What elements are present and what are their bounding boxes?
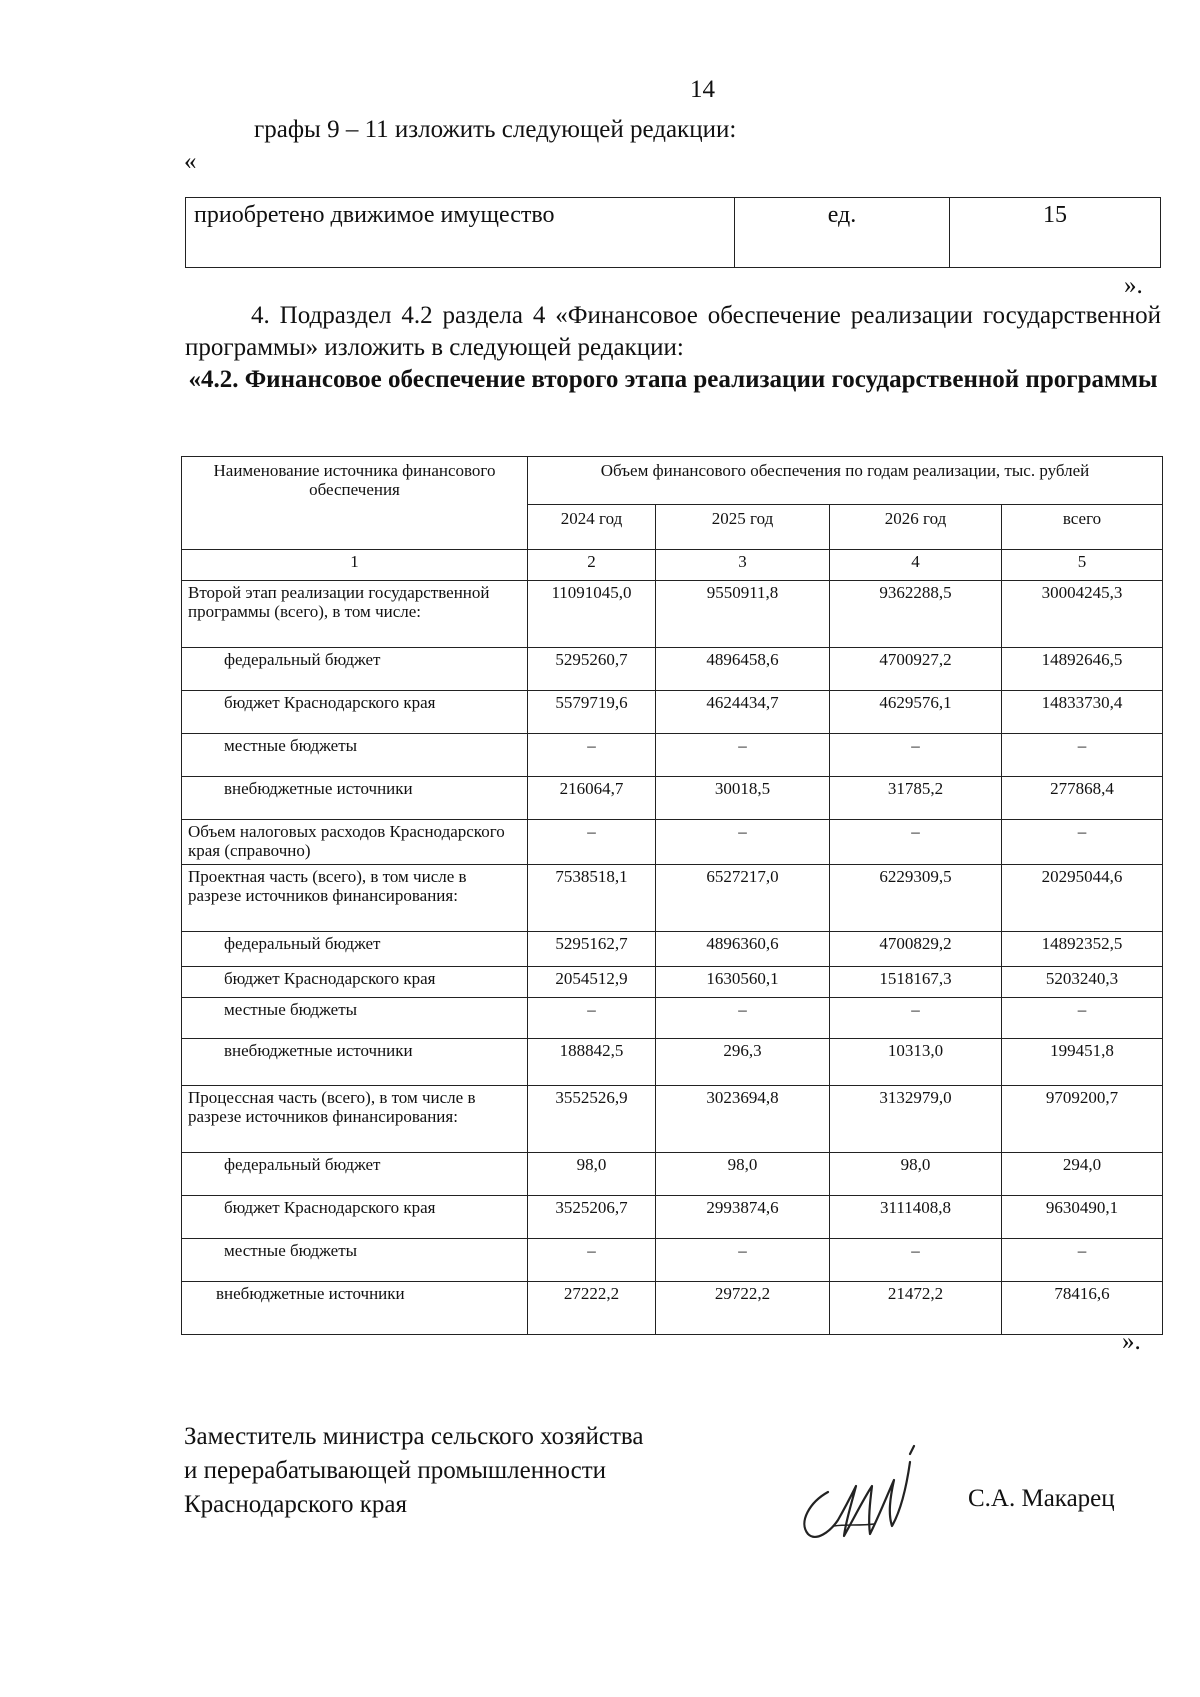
table-row	[182, 648, 1163, 691]
row-value: 1630560,1	[656, 967, 830, 998]
row-value: 1518167,3	[830, 967, 1002, 998]
row-value: 30018,5	[656, 777, 830, 820]
index-row	[182, 550, 1163, 581]
row-name: бюджет Краснодарского края	[182, 967, 528, 998]
row-value: 20295044,6	[1002, 865, 1163, 932]
open-quote: «	[184, 148, 197, 175]
index-cell: 1	[182, 550, 528, 581]
row-value: 3552526,9	[528, 1086, 656, 1153]
row-name: местные бюджеты	[182, 734, 528, 777]
row-value: 11091045,0	[528, 581, 656, 648]
small-table-cell: ед.	[735, 198, 950, 268]
row-value: 4624434,7	[656, 691, 830, 734]
signatory-title-line: Заместитель министра сельского хозяйства	[184, 1423, 644, 1450]
row-value: –	[1002, 820, 1163, 865]
row-name: федеральный бюджет	[182, 932, 528, 967]
row-value: 7538518,1	[528, 865, 656, 932]
small-table-cell: 15	[950, 198, 1161, 268]
row-value: 5295162,7	[528, 932, 656, 967]
row-name: местные бюджеты	[182, 1239, 528, 1282]
table-row	[182, 734, 1163, 777]
small-table-cell: приобретено движимое имущество	[186, 198, 735, 268]
row-value: 27222,2	[528, 1282, 656, 1335]
index-cell: 3	[656, 550, 830, 581]
row-value: –	[656, 820, 830, 865]
row-value: 4629576,1	[830, 691, 1002, 734]
row-value: 188842,5	[528, 1039, 656, 1086]
row-name: Проектная часть (всего), в том числе в разрезе источников финансирования:	[182, 865, 528, 932]
table-row	[182, 998, 1163, 1039]
header-year: 2024 год	[528, 504, 656, 550]
table-row	[182, 691, 1163, 734]
row-name: внебюджетные источники	[182, 1039, 528, 1086]
row-value: –	[656, 734, 830, 777]
row-value: 4896458,6	[656, 648, 830, 691]
table-row	[182, 1039, 1163, 1086]
row-value: –	[1002, 1239, 1163, 1282]
row-value: 2054512,9	[528, 967, 656, 998]
row-value: 14892352,5	[1002, 932, 1163, 967]
row-name: бюджет Краснодарского края	[182, 1196, 528, 1239]
row-name: Объем налоговых расходов Краснодарского края (справочно)	[182, 820, 528, 865]
row-value: –	[830, 734, 1002, 777]
row-value: 14892646,5	[1002, 648, 1163, 691]
table-row	[186, 198, 1161, 268]
row-value: 78416,6	[1002, 1282, 1163, 1335]
row-value: –	[1002, 734, 1163, 777]
row-value: 4700829,2	[830, 932, 1002, 967]
row-name: Второй этап реализации государственной программы (всего), в том числе:	[182, 581, 528, 648]
table-row	[182, 581, 1163, 648]
table-row	[182, 1196, 1163, 1239]
table-row	[182, 777, 1163, 820]
row-value: 30004245,3	[1002, 581, 1163, 648]
table-row	[182, 932, 1163, 967]
row-value: 3132979,0	[830, 1086, 1002, 1153]
row-value: 98,0	[830, 1153, 1002, 1196]
index-cell: 2	[528, 550, 656, 581]
row-name: внебюджетные источники	[182, 1282, 528, 1335]
row-value: 6527217,0	[656, 865, 830, 932]
row-value: 216064,7	[528, 777, 656, 820]
row-value: 296,3	[656, 1039, 830, 1086]
row-value: 29722,2	[656, 1282, 830, 1335]
row-value: –	[656, 1239, 830, 1282]
row-name: бюджет Краснодарского края	[182, 691, 528, 734]
row-name: местные бюджеты	[182, 998, 528, 1039]
table-row	[182, 1282, 1163, 1335]
row-value: 6229309,5	[830, 865, 1002, 932]
signatory-name: С.А. Макарец	[968, 1485, 1115, 1512]
signatory-title-line: Краснодарского края	[184, 1491, 407, 1518]
row-value: –	[528, 1239, 656, 1282]
table-row	[182, 865, 1163, 932]
header-source: Наименование источника финансового обеспечения	[182, 457, 528, 550]
row-value: 9630490,1	[1002, 1196, 1163, 1239]
header-year: всего	[1002, 504, 1163, 550]
row-value: –	[528, 734, 656, 777]
table-row	[182, 1153, 1163, 1196]
row-name: федеральный бюджет	[182, 648, 528, 691]
row-value: 4896360,6	[656, 932, 830, 967]
header-volume: Объем финансового обеспечения по годам реализации, тыс. рублей	[528, 457, 1163, 505]
table-row	[182, 967, 1163, 998]
row-value: –	[528, 820, 656, 865]
row-value: 14833730,4	[1002, 691, 1163, 734]
close-quote: ».	[1124, 272, 1143, 299]
item-paragraph-text: 4. Подраздел 4.2 раздела 4 «Финансовое обеспечение реализации государственной программы» изложить в следующей редакции:	[185, 302, 1161, 361]
table-row	[182, 1086, 1163, 1153]
row-value: 98,0	[528, 1153, 656, 1196]
intro-text: графы 9 – 11 изложить следующей редакции:	[254, 116, 737, 143]
row-value: 98,0	[656, 1153, 830, 1196]
row-name: внебюджетные источники	[182, 777, 528, 820]
row-value: –	[656, 998, 830, 1039]
row-value: 5295260,7	[528, 648, 656, 691]
page-number: 14	[690, 76, 715, 103]
row-value: –	[1002, 998, 1163, 1039]
row-value: –	[830, 820, 1002, 865]
section-heading: «4.2. Финансовое обеспечение второго этапа реализации государственной программы	[188, 366, 1158, 393]
signatory-title-line: и перерабатывающей промышленности	[184, 1457, 607, 1484]
row-value: 5579719,6	[528, 691, 656, 734]
header-year: 2026 год	[830, 504, 1002, 550]
row-value: 3111408,8	[830, 1196, 1002, 1239]
row-value: 21472,2	[830, 1282, 1002, 1335]
financing-table	[181, 456, 1163, 1335]
row-value: –	[528, 998, 656, 1039]
row-value: 9709200,7	[1002, 1086, 1163, 1153]
row-value: 5203240,3	[1002, 967, 1163, 998]
row-name: федеральный бюджет	[182, 1153, 528, 1196]
small-table	[185, 197, 1161, 268]
header-year: 2025 год	[656, 504, 830, 550]
row-value: 199451,8	[1002, 1039, 1163, 1086]
row-value: 3525206,7	[528, 1196, 656, 1239]
row-value: 3023694,8	[656, 1086, 830, 1153]
row-value: 9362288,5	[830, 581, 1002, 648]
row-value: 277868,4	[1002, 777, 1163, 820]
signatory-title	[184, 1420, 643, 1522]
table-row	[182, 820, 1163, 865]
row-value: 9550911,8	[656, 581, 830, 648]
index-cell: 4	[830, 550, 1002, 581]
index-cell: 5	[1002, 550, 1163, 581]
row-value: 10313,0	[830, 1039, 1002, 1086]
row-name: Процессная часть (всего), в том числе в разрезе источников финансирования:	[182, 1086, 528, 1153]
table-row	[182, 1239, 1163, 1282]
row-value: 31785,2	[830, 777, 1002, 820]
table-header-row	[182, 457, 1163, 505]
row-value: 2993874,6	[656, 1196, 830, 1239]
row-value: –	[830, 998, 1002, 1039]
row-value: –	[830, 1239, 1002, 1282]
item-paragraph	[185, 300, 1161, 364]
row-value: 294,0	[1002, 1153, 1163, 1196]
close-quote: ».	[1122, 1328, 1141, 1355]
handwritten-signature	[790, 1440, 930, 1550]
row-value: 4700927,2	[830, 648, 1002, 691]
